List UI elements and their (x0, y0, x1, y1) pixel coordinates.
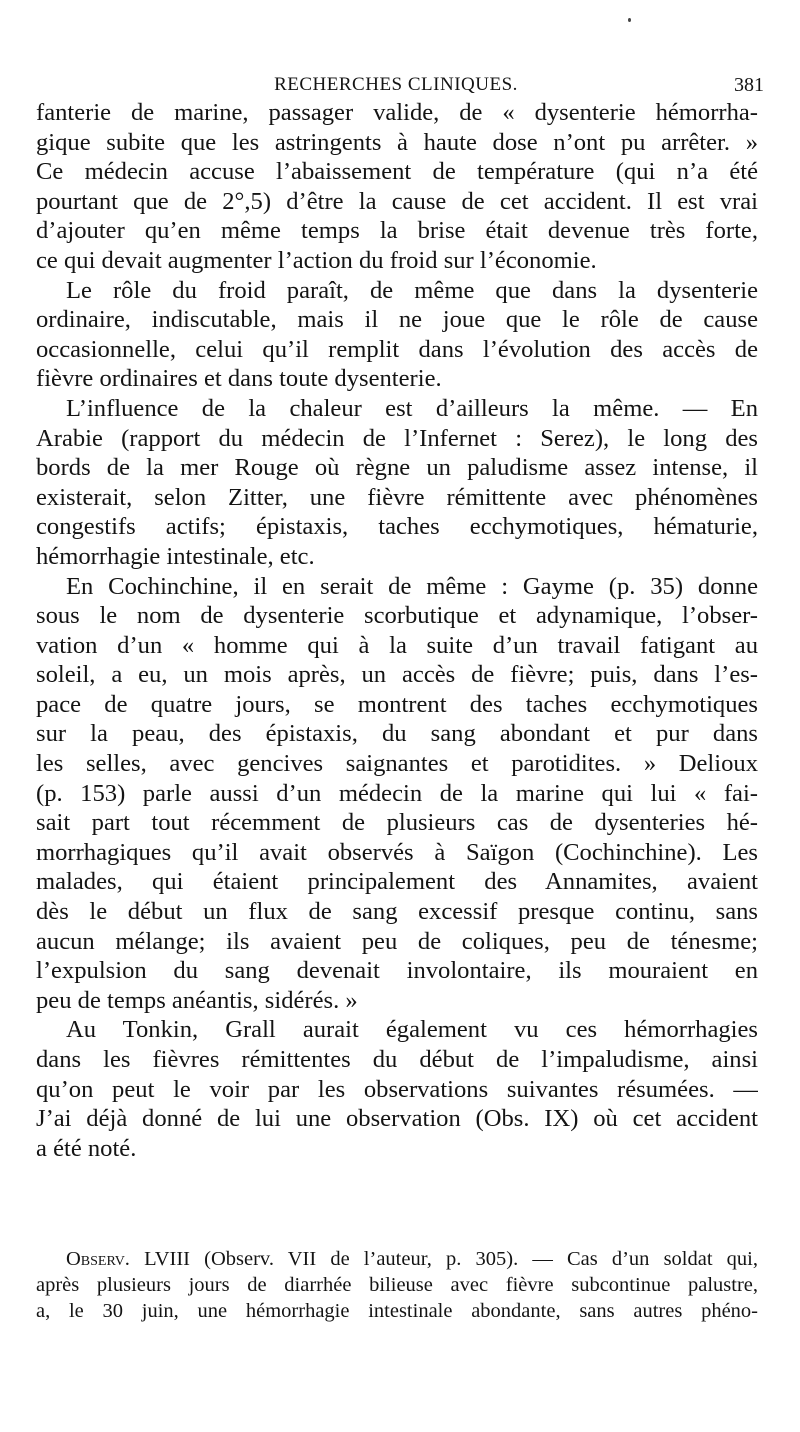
observation-text: LVIII (Observ. VII de l’auteur, p. 305). — Cas d’un soldat qui, (144, 1248, 758, 1270)
text-line: sur la peau, des épistaxis, du sang abondant et pur dans (36, 720, 758, 748)
text-line: congestifs actifs; épistaxis, taches ecchymotiques, hématurie, (36, 513, 758, 541)
text-line: d’ajouter qu’en même temps la brise était devenue très forte, (36, 217, 758, 245)
text-line: Arabie (rapport du médecin de l’Infernet : Serez), le long des (36, 424, 758, 452)
text-line: fanterie de marine, passager valide, de « dysenterie hémorrha- (36, 99, 758, 126)
text-line: vation d’un « homme qui à la suite d’un travail fatigant au (36, 631, 758, 659)
text-line: J’ai déjà donné de lui une observation (Obs. IX) où cet accident (36, 1105, 758, 1133)
text-line: fièvre ordinaires et dans toute dysenterie. (36, 365, 442, 393)
text-line: (p. 153) parle aussi d’un médecin de la marine qui lui « fai- (36, 779, 758, 807)
text-line: l’expulsion du sang devenait involontaire, ils mouraient en (36, 957, 758, 985)
observation-line: après plusieurs jours de diarrhée bilieuse avec fièvre subcontinue palustre, (36, 1274, 758, 1296)
text-line: les selles, avec gencives saignantes et parotidites. » Delioux (36, 750, 758, 778)
text-line: a été noté. (36, 1134, 137, 1162)
text-line: pourtant que de 2°,5) d’être la cause de cet accident. Il est vrai (36, 187, 758, 215)
text-line: dès le début un flux de sang excessif presque continu, sans (36, 898, 758, 926)
text-line: ordinaire, indiscutable, mais il ne joue que le rôle de cause (36, 306, 758, 334)
print-speck (628, 18, 631, 22)
observation-line: a, le 30 juin, une hémorrhagie intestinale abondante, sans autres phéno- (36, 1300, 758, 1322)
text-line: sous le nom de dysenterie scorbutique et adynamique, l’obser- (36, 602, 758, 630)
text-line: En Cochinchine, il en serait de même : Gayme (p. 35) donne (66, 572, 758, 600)
text-line: L’influence de la chaleur est d’ailleurs la même. — En (66, 394, 758, 422)
observation-lead: Observ. (66, 1248, 130, 1270)
text-line: qu’on peut le voir par les observations suivantes résumées. — (36, 1075, 758, 1103)
body-text (36, 98, 758, 1163)
text-line: pace de quatre jours, se montrent des taches ecchymotiques (36, 690, 758, 718)
text-line: morrhagiques qu’il avait observés à Saïgon (Cochinchine). Les (36, 838, 758, 866)
text-line: ce qui devait augmenter l’action du froid sur l’économie. (36, 246, 597, 274)
text-line: dans les fièvres rémittentes du début de l’impaludisme, ainsi (36, 1046, 758, 1073)
text-line: occasionnelle, celui qu’il remplit dans l’évolution des accès de (36, 335, 758, 363)
text-line: existerait, selon Zitter, une fièvre rémittente avec phénomènes (36, 483, 758, 511)
running-title: RECHERCHES CLINIQUES. (274, 74, 518, 95)
text-line: Le rôle du froid paraît, de même que dans la dysenterie (66, 276, 758, 304)
text-line: hémorrhagie intestinale, etc. (36, 542, 315, 570)
page-number: 381 (734, 74, 764, 96)
text-line: soleil, a eu, un mois après, un accès de fièvre; puis, dans l’es- (36, 661, 758, 689)
text-line: Au Tonkin, Grall aurait également vu ces hémorrhagies (66, 1016, 758, 1044)
text-line: malades, qui étaient principalement des Annamites, avaient (36, 868, 758, 896)
text-line: gique subite que les astringents à haute dose n’ont pu arrêter. » (36, 128, 758, 156)
text-line: bords de la mer Rouge où règne un paludisme assez intense, il (36, 454, 758, 482)
observation-note (36, 1246, 758, 1324)
text-line: Ce médecin accuse l’abaissement de température (qui n’a été (36, 158, 758, 186)
text-line: sait part tout récemment de plusieurs cas de dysenteries hé- (36, 809, 758, 837)
observation-line (36, 1246, 758, 1272)
text-line: aucun mélange; ils avaient peu de coliques, peu de ténesme; (36, 927, 758, 955)
text-line: peu de temps anéantis, sidérés. » (36, 986, 358, 1014)
